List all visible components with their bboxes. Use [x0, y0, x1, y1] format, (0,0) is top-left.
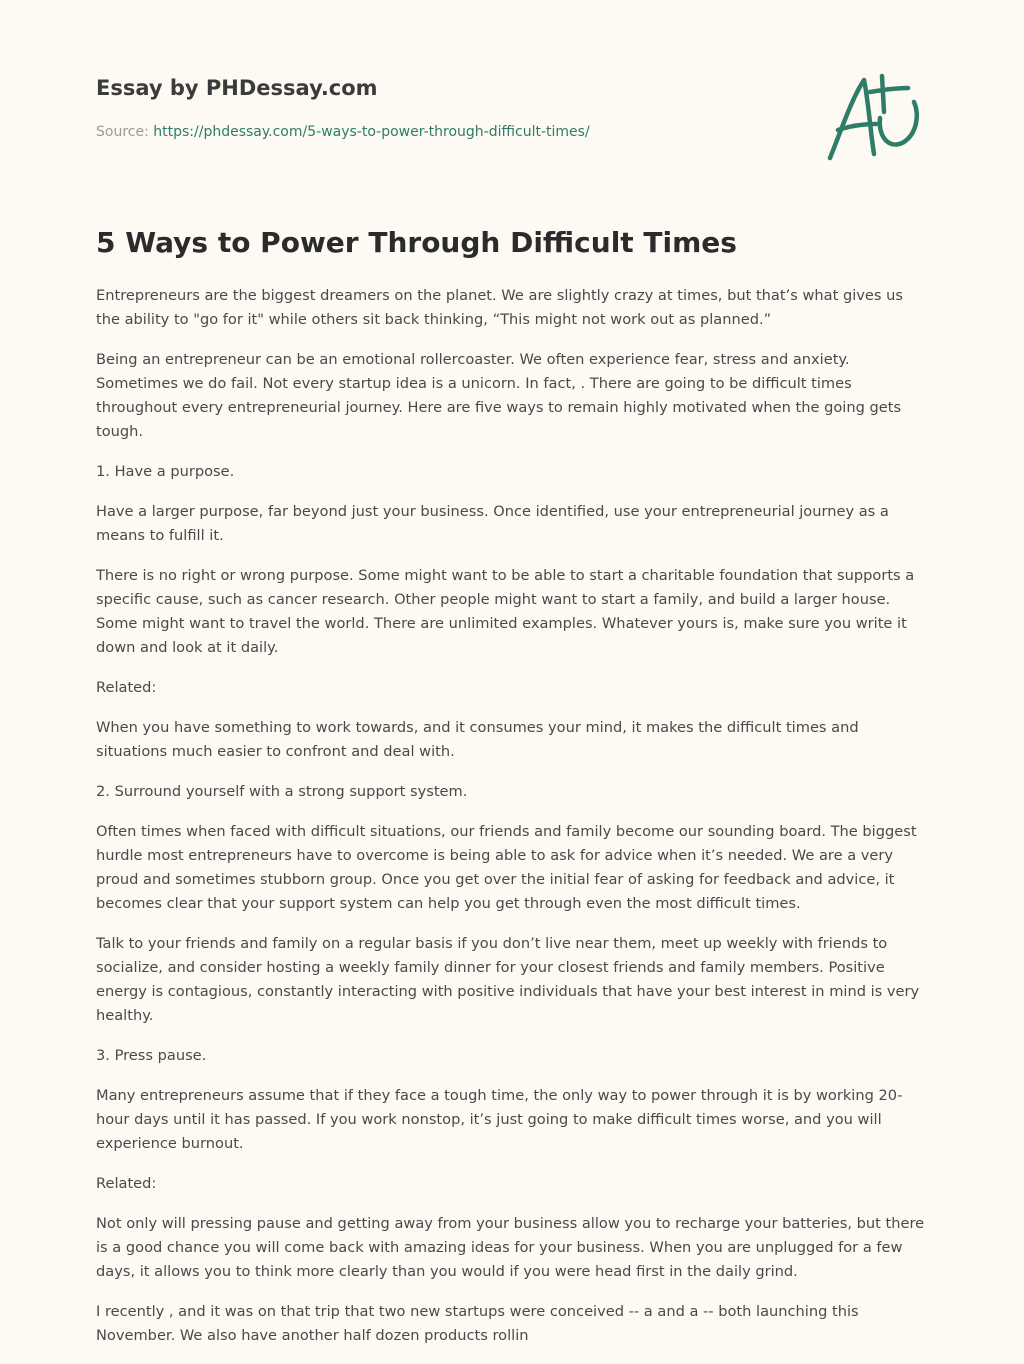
- paragraph: There is no right or wrong purpose. Some might want to be able to start a charitable foundation that supports a specific cause, such as cancer research. Other people might want to start a family, and build a larger house. Some might want to travel the world. There are unlimited examples. Whatever yours is, make sure you write it down and look at it daily.: [96, 567, 915, 656]
- paragraph: Often times when faced with difficult situations, our friends and family become our sounding board. The biggest hurdle most entrepreneurs have to overcome is being able to ask for advice when it’s needed. We are a very proud and sometimes stubborn group. Once you get over the initial fear of asking for feedback and advice, it becomes clear that your support system can help you get through even the most difficult times.: [96, 823, 917, 912]
- section-heading: 1. Have a purpose.: [96, 463, 235, 480]
- article-title: 5 Ways to Power Through Difficult Times: [96, 226, 737, 259]
- section-heading: 3. Press pause.: [96, 1047, 207, 1064]
- related-label: Related:: [96, 679, 157, 696]
- paragraph: Not only will pressing pause and getting away from your business allow you to recharge your batteries, but there is a good chance you will come back with amazing ideas for your business. When you are unplugged for a few days, it allows you to think more clearly than you would if you were head first in the daily grind.: [96, 1215, 925, 1280]
- paragraph: Many entrepreneurs assume that if they face a tough time, the only way to power through it is by working 20-hour days until it has passed. If you work nonstop, it’s just going to make difficult times worse, and you will experience burnout.: [96, 1087, 903, 1152]
- paragraph: Entrepreneurs are the biggest dreamers on the planet. We are slightly crazy at times, but that’s what gives us the ability to "go for it" while others sit back thinking, “This might not work out as planned.”: [96, 287, 903, 328]
- article-body: [96, 284, 926, 1364]
- section-heading: 2. Surround yourself with a strong support system.: [96, 783, 468, 800]
- paragraph: Talk to your friends and family on a regular basis if you don’t live near them, meet up weekly with friends to socialize, and consider hosting a weekly family dinner for your closest friends and family members. Positive energy is contagious, constantly interacting with positive individuals that have your best interest in mind is very healthy.: [96, 935, 920, 1024]
- source-label: Source:: [96, 124, 149, 140]
- paragraph: When you have something to work towards, and it consumes your mind, it makes the difficult times and situations much easier to confront and deal with.: [96, 719, 859, 760]
- a-plus-logo-icon: [824, 68, 928, 164]
- paragraph: Have a larger purpose, far beyond just your business. Once identified, use your entrepreneurial journey as a means to fulfill it.: [96, 503, 889, 544]
- paragraph: I recently , and it was on that trip that two new startups were conceived -- a and a -- both launching this November. We also have another half dozen products rollin: [96, 1303, 859, 1344]
- paragraph: Being an entrepreneur can be an emotional rollercoaster. We often experience fear, stress and anxiety. Sometimes we do fail. Not every startup idea is a unicorn. In fact, . There are going to be difficult times throughout every entrepreneurial journey. Here are five ways to remain highly motivated when the going gets tough.: [96, 351, 902, 440]
- source-link[interactable]: https://phdessay.com/5-ways-to-power-through-difficult-times/: [153, 124, 590, 140]
- source-line: [96, 124, 590, 140]
- brand-title: Essay by PHDessay.com: [96, 76, 378, 100]
- related-label: Related:: [96, 1175, 157, 1192]
